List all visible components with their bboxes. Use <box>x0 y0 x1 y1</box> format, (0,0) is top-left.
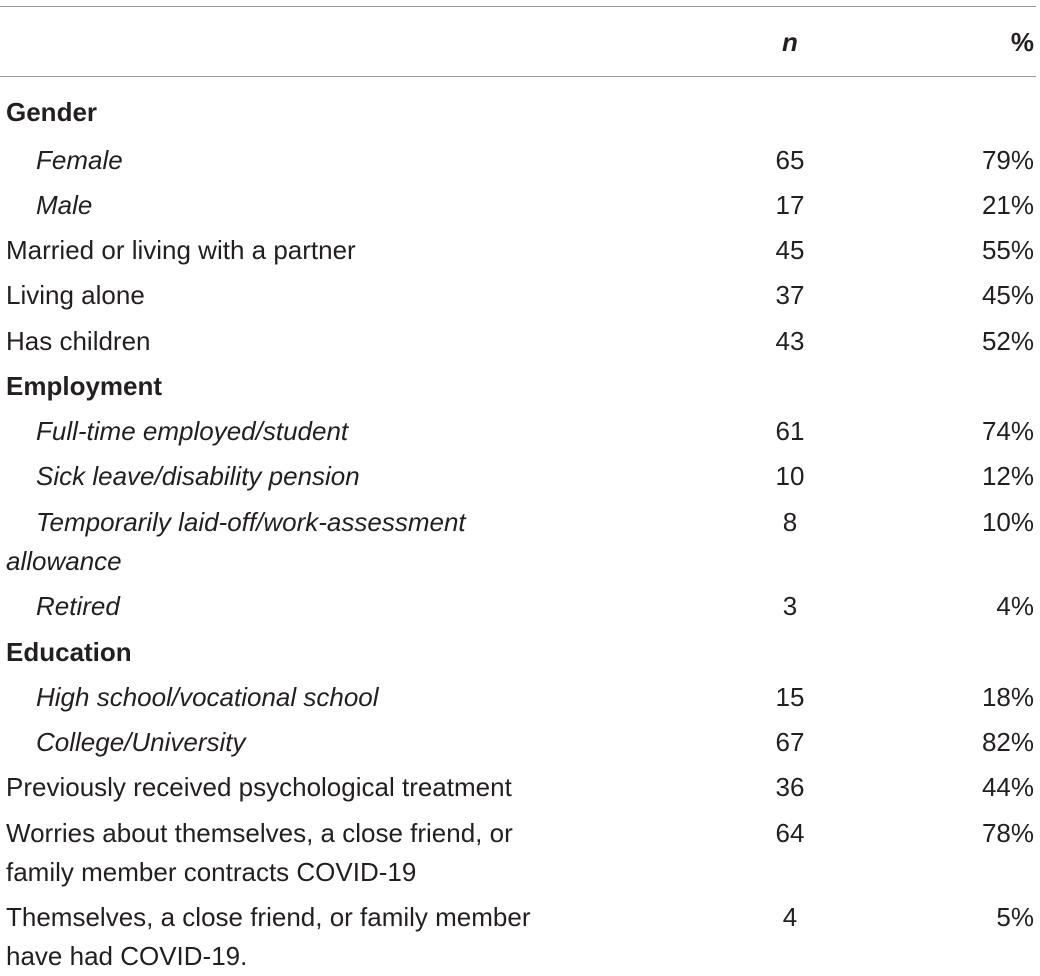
row-n: 37 <box>775 280 805 310</box>
row-n: 64 <box>775 818 805 848</box>
row-label: Has children <box>6 326 151 356</box>
row-percent: 74% <box>981 416 1034 446</box>
top-rule <box>0 6 1036 7</box>
row-n: 65 <box>775 145 805 175</box>
row-percent: 45% <box>981 280 1034 310</box>
row-percent: 52% <box>981 326 1034 356</box>
row-percent: 44% <box>981 772 1034 802</box>
row-label-continued: have had COVID-19. <box>6 941 248 971</box>
row-n: 8 <box>782 507 798 537</box>
row-percent: 55% <box>981 235 1034 265</box>
row-label: Sick leave/disability pension <box>36 461 360 491</box>
row-percent: 18% <box>981 682 1034 712</box>
row-n: 61 <box>775 416 805 446</box>
row-percent: 10% <box>981 507 1034 537</box>
row-label: High school/vocational school <box>36 682 379 712</box>
row-n: 10 <box>775 461 805 491</box>
row-label-continued: family member contracts COVID-19 <box>6 857 417 887</box>
row-n: 45 <box>775 235 805 265</box>
row-label: College/University <box>36 727 246 757</box>
row-percent: 79% <box>981 145 1034 175</box>
row-n: 17 <box>775 190 805 220</box>
row-label: Previously received psychological treatment <box>6 772 512 802</box>
row-label: Retired <box>36 591 120 621</box>
column-header-n: n <box>782 27 798 57</box>
row-label: Themselves, a close friend, or family member <box>6 902 531 932</box>
row-percent: 4% <box>996 591 1034 621</box>
row-percent: 12% <box>981 461 1034 491</box>
row-label: Married or living with a partner <box>6 235 356 265</box>
row-percent: 78% <box>981 818 1034 848</box>
row-percent: 5% <box>996 902 1034 932</box>
section-heading-employment: Employment <box>6 371 163 401</box>
row-n: 4 <box>782 902 798 932</box>
row-label: Male <box>36 190 93 220</box>
section-heading-gender: Gender <box>6 97 98 127</box>
row-label: Female <box>36 145 123 175</box>
row-label: Temporarily laid-off/work-assessment <box>36 507 466 537</box>
column-header-percent: % <box>1010 27 1034 57</box>
row-n: 67 <box>775 727 805 757</box>
row-label: Full-time employed/student <box>36 416 349 446</box>
row-n: 3 <box>782 591 798 621</box>
row-percent: 82% <box>981 727 1034 757</box>
row-label: Worries about themselves, a close friend, or <box>6 818 513 848</box>
row-n: 43 <box>775 326 805 356</box>
section-heading-education: Education <box>6 637 132 667</box>
row-n: 15 <box>775 682 805 712</box>
row-n: 36 <box>775 772 805 802</box>
row-label: Living alone <box>6 280 145 310</box>
row-percent: 21% <box>981 190 1034 220</box>
header-rule <box>0 76 1036 77</box>
row-label-continued: allowance <box>6 546 122 576</box>
